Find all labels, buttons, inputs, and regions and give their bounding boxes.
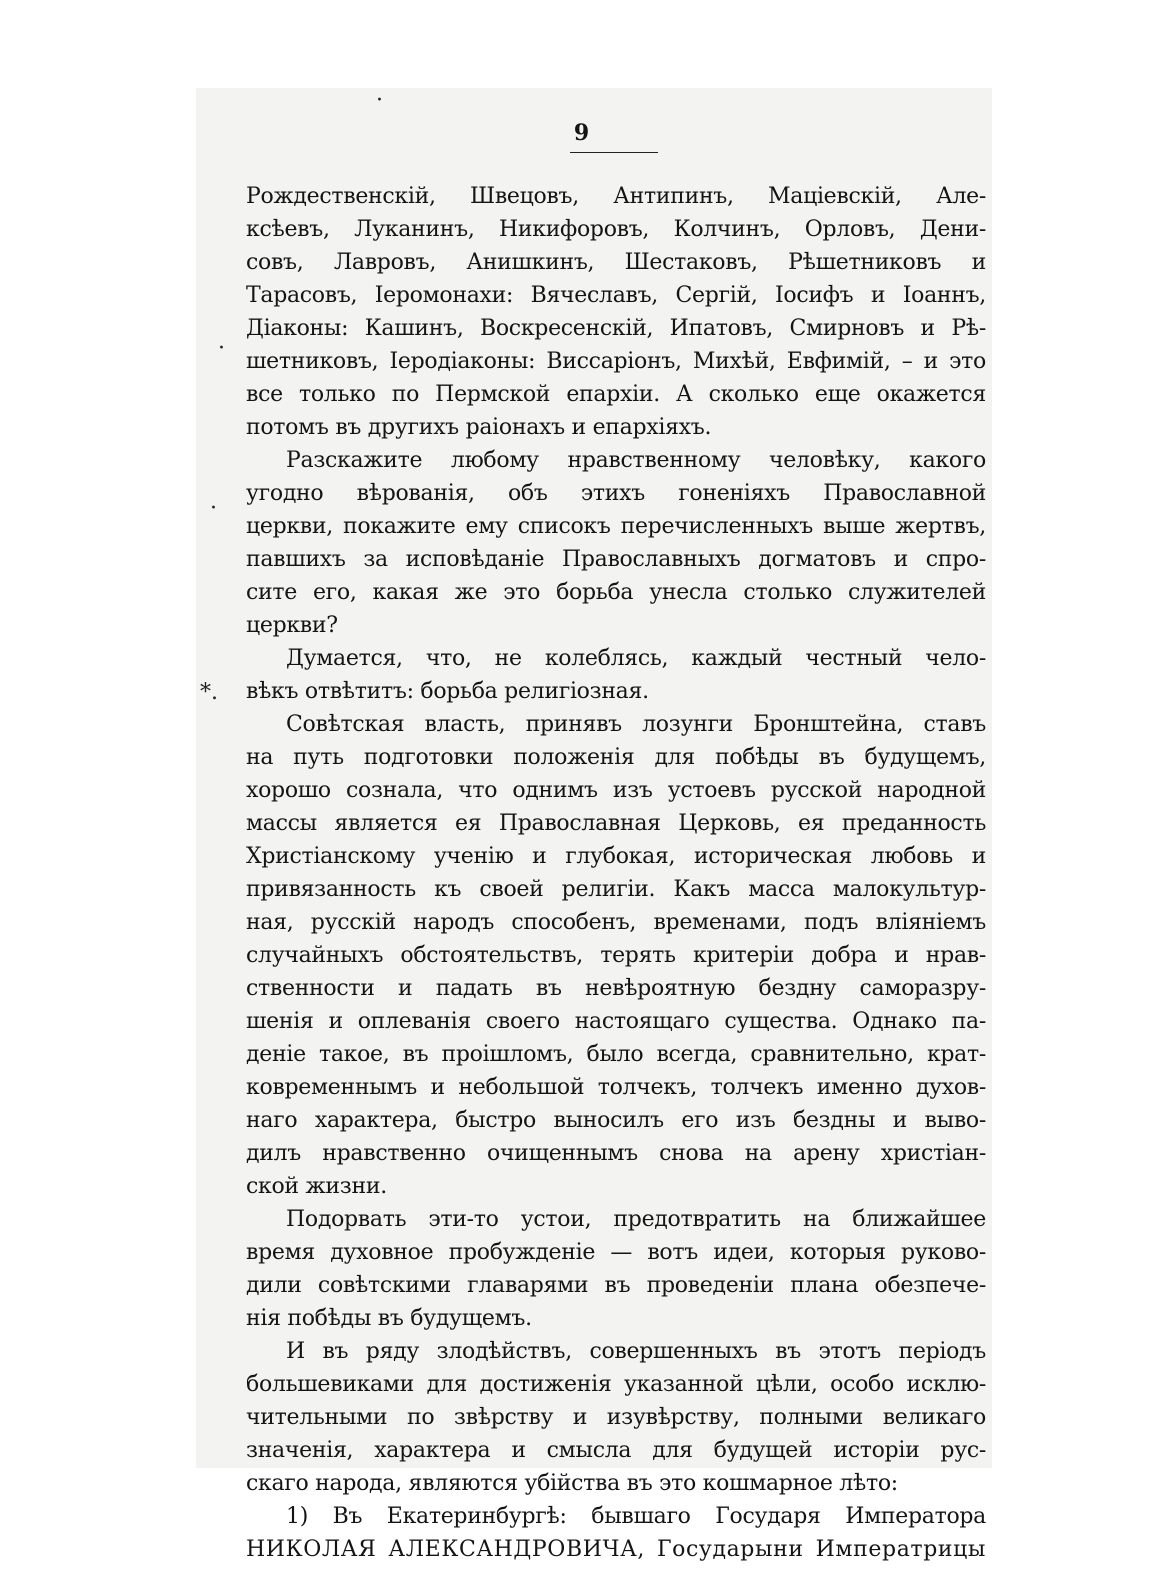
text-line: И въ ряду злодѣйствъ, совершенныхъ въ этотъ періодъ [286, 1339, 986, 1364]
text-line: ственности и падать въ невѣроятную бездну саморазру- [246, 976, 986, 1001]
text-line: вѣкъ отвѣтитъ: борьба религіозная. [246, 679, 649, 704]
text-line: шенія и оплеванія своего настоящаго существа. Однако па- [246, 1009, 986, 1034]
text-line: хорошо сознала, что однимъ изъ устоевъ русской народной [246, 778, 986, 803]
text-line: ковременнымъ и небольшой толчекъ, толчекъ именно духов- [246, 1075, 986, 1100]
text-line: церкви? [246, 613, 338, 638]
text-line: ской жизни. [246, 1174, 387, 1199]
text-line: нія побѣды въ будущемъ. [246, 1306, 532, 1331]
text-line: время духовное пробужденіе — вотъ идеи, которыя руково- [246, 1240, 986, 1265]
text-line: Думается, что, не колеблясь, каждый честный чело- [286, 646, 986, 671]
text-line: чительными по звѣрству и изувѣрству, полными великаго [246, 1405, 986, 1430]
text-line: случайныхъ обстоятельствъ, терять критеріи добра и нрав- [246, 943, 986, 968]
text-line: Христіанскому ученію и глубокая, историческая любовь и [246, 844, 986, 869]
text-line: наго характера, быстро выносилъ его изъ бездны и выво- [246, 1108, 986, 1133]
text-line: деніе такое, въ проішломъ, было всегда, сравнительно, крат- [246, 1042, 986, 1067]
text-line: угодно вѣрованія, объ этихъ гоненіяхъ Православной [246, 481, 986, 506]
text-line: павшихъ за исповѣданіе Православныхъ догматовъ и спро- [246, 547, 986, 572]
text-line: все только по Пермской епархіи. А сколько еще окажется [246, 382, 986, 407]
body-text [246, 180, 986, 1566]
text-line: Тарасовъ, Іеромонахи: Вячеславъ, Сергій, Іосифъ и Іоаннъ, [246, 283, 986, 308]
text-line: ная, русскій народъ способенъ, временами, подъ вліяніемъ [246, 910, 986, 935]
header-rule [570, 152, 658, 153]
text-line: значенія, характера и смысла для будущей исторіи рус- [246, 1438, 986, 1463]
margin-mark: · [376, 88, 383, 113]
text-line: на путь подготовки положенія для побѣды въ будущемъ, [246, 745, 986, 770]
text-line: сите его, какая же это борьба унесла столько служителей [246, 580, 986, 605]
text-line: потомъ въ другихъ раіонахъ и епархіяхъ. [246, 415, 712, 440]
text-line: церкви, покажите ему списокъ перечисленныхъ выше жертвъ, [246, 514, 986, 539]
text-line: 1) Въ Екатеринбургѣ: бывшаго Государя Императора [286, 1504, 986, 1529]
text-line: ксѣевъ, Луканинъ, Никифоровъ, Колчинъ, Орловъ, Дени- [246, 217, 986, 242]
text-line: привязанность къ своей религіи. Какъ масса малокультур- [246, 877, 986, 902]
text-line: Совѣтская власть, принявъ лозунги Бронштейна, ставъ [286, 712, 986, 737]
text-line: большевиками для достиженія указанной цѣли, особо исклю- [246, 1372, 986, 1397]
page-number: 9 [573, 120, 590, 146]
margin-mark: · [218, 336, 225, 361]
text-line: Діаконы: Кашинъ, Воскресенскій, Ипатовъ, Смирновъ и Рѣ- [246, 316, 986, 341]
text-line: дилъ нравственно очищеннымъ снова на арену христіан- [246, 1141, 986, 1166]
text-line: массы является ея Православная Церковь, ея преданность [246, 811, 986, 836]
text-line: совъ, Лавровъ, Анишкинъ, Шестаковъ, Рѣшетниковъ и [246, 250, 986, 275]
text-line: дили совѣтскими главарями въ проведеніи плана обезпече- [246, 1273, 986, 1298]
text-line: НИКОЛАЯ АЛЕКСАНДРОВИЧА, Государыни Императрицы [246, 1537, 986, 1562]
text-line: скаго народа, являются убійства въ это кошмарное лѣто: [246, 1471, 898, 1496]
margin-mark: · [210, 496, 217, 521]
margin-mark: *. [200, 680, 218, 705]
text-line: Подорвать эти-то устои, предотвратить на ближайшее [286, 1207, 986, 1232]
text-line: Разскажите любому нравственному человѣку, какого [286, 448, 986, 473]
text-line: шетниковъ, Іеродіаконы: Виссаріонъ, Михѣй, Евфимій, – и это [246, 349, 986, 374]
text-line: Рождественскій, Швецовъ, Антипинъ, Маціевскій, Але- [246, 184, 986, 209]
